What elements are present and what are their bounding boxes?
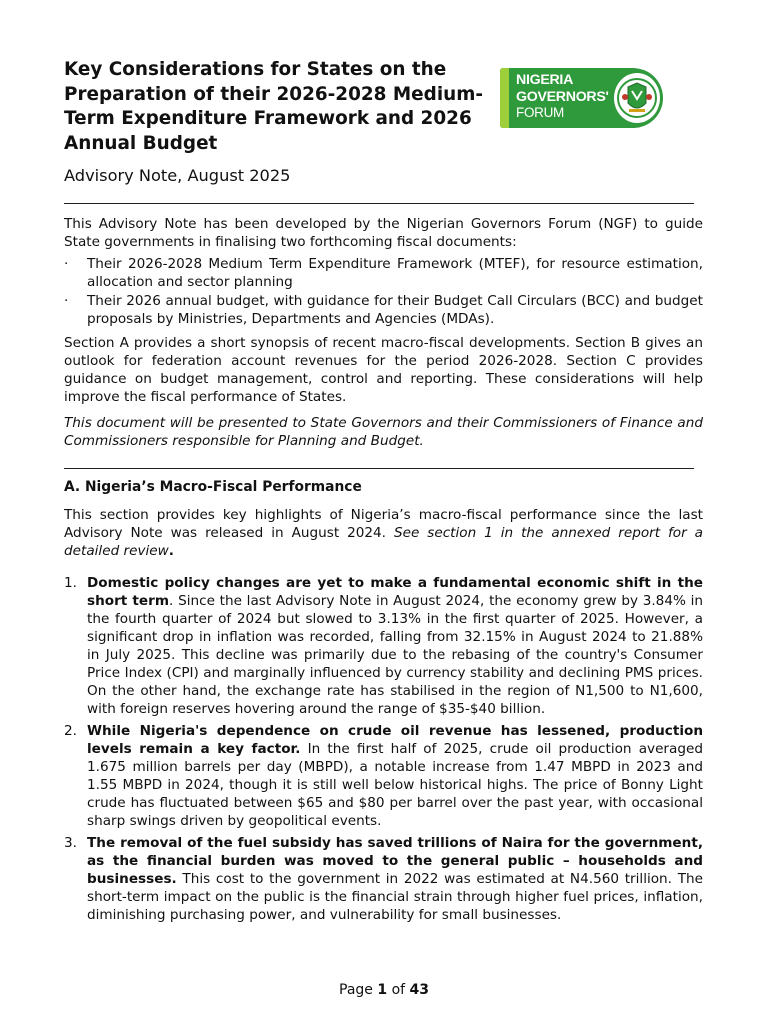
divider bbox=[64, 203, 694, 204]
divider bbox=[64, 468, 694, 469]
coat-of-arms-icon bbox=[614, 73, 660, 123]
section-a bbox=[64, 478, 703, 928]
list-item-text: Their 2026-2028 Medium Term Expenditure Framework (MTEF), for resource estimation, allocation and sector planning bbox=[87, 256, 703, 290]
logo-accent-bar bbox=[500, 68, 509, 128]
key-point-number: 2. bbox=[64, 723, 77, 739]
key-point bbox=[64, 834, 703, 924]
header bbox=[64, 58, 704, 185]
intro-paragraph: This Advisory Note has been developed by the Nigerian Governors Forum (NGF) to guide State governments in finalising two forthcoming fiscal documents: bbox=[64, 216, 703, 250]
key-point-number: 3. bbox=[64, 835, 77, 851]
sections-overview-paragraph: Section A provides a short synopsis of recent macro-fiscal developments. Section B gives an outlook for federation account revenues for the period 2026-2028. Section C provides guidance on budget management, control and reporting. These considerations will help improve the fiscal performance of States. bbox=[64, 335, 703, 405]
section-intro-text: This section provides key highlights of Nigeria’s macro-fiscal performance since the last Advisory Note was released in August 2024. bbox=[64, 507, 703, 541]
current-page-number: 1 bbox=[377, 982, 388, 998]
of-word: of bbox=[391, 982, 406, 998]
document-subtitle: Advisory Note, August 2025 bbox=[64, 166, 291, 185]
page-title: Key Considerations for States on the Preparation of their 2026-2028 Medium-Term Expenditure Framework and 2026 Annual Budget bbox=[64, 59, 484, 154]
audience-note: This document will be presented to State Governors and their Commissioners of Finance and Commissioners responsible for Planning and Budget. bbox=[64, 415, 703, 449]
section-intro-reference: See section 1 in the annexed report for a detailed review bbox=[64, 525, 703, 559]
section-intro-period: . bbox=[168, 543, 174, 559]
bullet-icon: · bbox=[64, 293, 69, 309]
logo-wordmark bbox=[516, 72, 609, 122]
page-header-area bbox=[64, 58, 704, 185]
logo-line-2: GOVERNORS' bbox=[516, 88, 609, 105]
list-item bbox=[64, 292, 703, 328]
document-list bbox=[64, 255, 703, 328]
ngf-logo bbox=[500, 68, 663, 128]
list-item bbox=[64, 255, 703, 291]
key-point-body: In the first half of 2025, crude oil production averaged 1.675 million barrels per day (MBPD), a notable increase from 1.47 MBPD in 2023 and 1.55 MBPD in 2024, though it is still well below historical highs. The price of Bonny Light crude has fluctuated between $65 and $80 per barrel over the past year, with occasional sharp swings driven by geopolitical events. bbox=[87, 741, 703, 829]
key-point-heading: The removal of the fuel subsidy has saved trillions of Naira for the government, as the financial burden was moved to the general public – households and businesses. bbox=[87, 835, 703, 887]
key-point-body: . Since the last Advisory Note in August 2024, the economy grew by 3.84% in the fourth quarter of 2024 but slowed to 3.13% in the first quarter of 2025. However, a significant drop in inflation was recorded, falling from 32.15% in August 2024 to 21.88% in July 2025. This decline was primarily due to the rebasing of the country's Consumer Price Index (CPI) and marginally influenced by currency stability and declining PMS prices. On the other hand, the exchange rate has stabilised in the region of N1,500 to N1,600, with foreign reserves hovering around the range of $35-$40 billion. bbox=[87, 593, 703, 717]
key-point bbox=[64, 722, 703, 830]
page-footer bbox=[0, 980, 768, 1000]
list-item-text: Their 2026 annual budget, with guidance for their Budget Call Circulars (BCC) and budget proposals by Ministries, Departments and Agencies (MDAs). bbox=[87, 293, 703, 327]
logo-line-1: NIGERIA bbox=[516, 72, 574, 88]
page-word: Page bbox=[339, 982, 373, 998]
section-intro bbox=[64, 506, 703, 560]
key-point-body: This cost to the government in 2022 was estimated at N4.560 trillion. The short-term impact on the public is the financial strain through higher fuel prices, inflation, diminishing purchasing power, and vulnerability for small businesses. bbox=[87, 871, 703, 923]
total-page-count: 43 bbox=[409, 982, 429, 998]
key-points-list bbox=[64, 574, 703, 924]
bullet-icon: · bbox=[64, 256, 69, 272]
logo-line-3: FORUM bbox=[516, 105, 564, 120]
intro-section bbox=[64, 215, 703, 450]
key-point-heading: Domestic policy changes are yet to make a fundamental economic shift in the short term bbox=[87, 575, 703, 609]
key-point-heading: While Nigeria's dependence on crude oil revenue has lessened, production levels remain a key factor. bbox=[87, 723, 703, 757]
section-heading: A. Nigeria’s Macro-Fiscal Performance bbox=[64, 479, 362, 495]
key-point bbox=[64, 574, 703, 718]
key-point-number: 1. bbox=[64, 575, 77, 591]
